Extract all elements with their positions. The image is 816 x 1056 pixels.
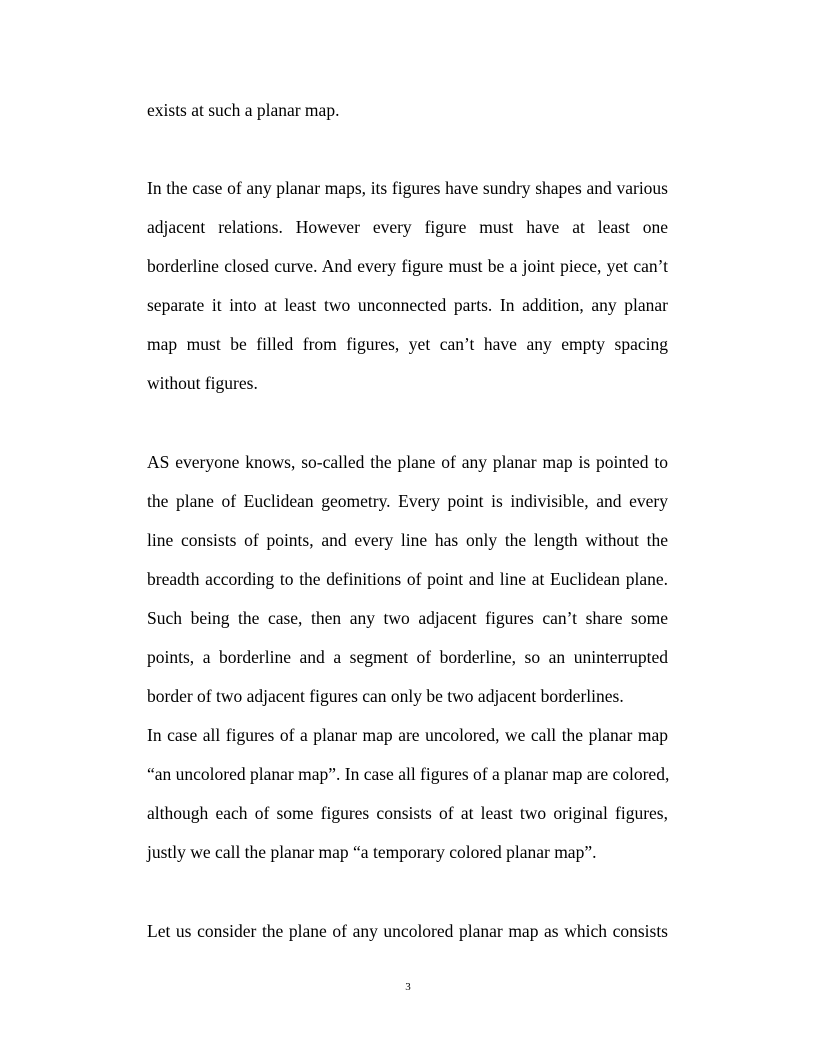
text-line: “an uncolored planar map”. In case all figures of a planar map are colored,: [147, 764, 670, 784]
text-line: without figures.: [147, 373, 258, 393]
text-line: border of two adjacent figures can only be two adjacent borderlines.: [147, 686, 624, 706]
text-line: adjacent relations. However every figure must have at least one: [147, 217, 668, 237]
text-line: In the case of any planar maps, its figures have sundry shapes and various: [147, 178, 668, 198]
text-line: Such being the case, then any two adjacent figures can’t share some: [147, 608, 668, 628]
text-line: points, a borderline and a segment of borderline, so an uninterrupted: [147, 647, 668, 667]
text-line: map must be filled from figures, yet can’t have any empty spacing: [147, 334, 668, 354]
text-line: justly we call the planar map “a temporary colored planar map”.: [147, 842, 597, 862]
text-line: Let us consider the plane of any uncolored planar map as which consists: [147, 921, 668, 941]
text-line: breadth according to the definitions of point and line at Euclidean plane.: [147, 569, 668, 589]
text-line: exists at such a planar map.: [147, 100, 340, 120]
text-line: AS everyone knows, so-called the plane of any planar map is pointed to: [147, 452, 668, 472]
text-line: borderline closed curve. And every figure must be a joint piece, yet can’t: [147, 256, 668, 276]
page-number: 3: [405, 981, 411, 993]
text-line: although each of some figures consists of at least two original figures,: [147, 803, 668, 823]
text-line: the plane of Euclidean geometry. Every point is indivisible, and every: [147, 491, 668, 511]
text-line: In case all figures of a planar map are uncolored, we call the planar map: [147, 725, 668, 745]
text-line: line consists of points, and every line has only the length without the: [147, 530, 668, 550]
text-line: separate it into at least two unconnected parts. In addition, any planar: [147, 295, 668, 315]
